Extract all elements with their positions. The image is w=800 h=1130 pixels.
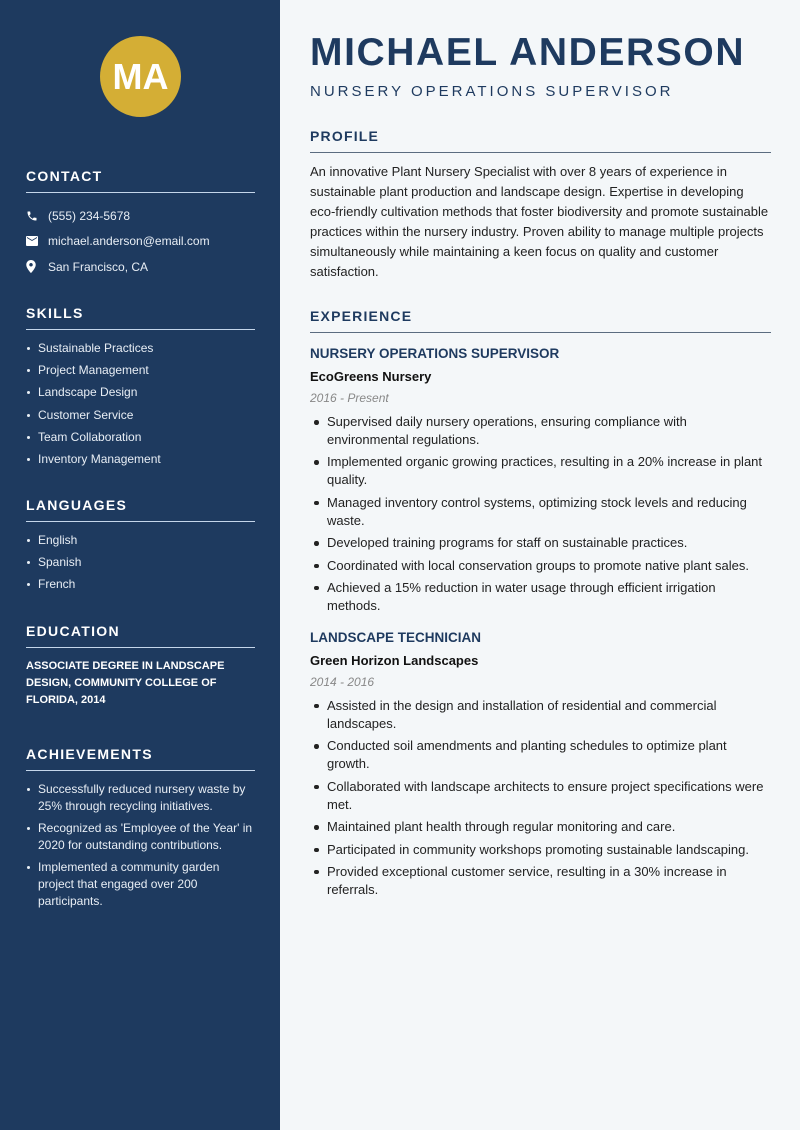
job-bullets xyxy=(310,413,771,615)
skill-item: Project Management xyxy=(26,362,255,379)
language-item: English xyxy=(26,532,255,549)
location-text: San Francisco, CA xyxy=(48,259,149,274)
skill-item: Landscape Design xyxy=(26,384,255,401)
job-bullet: Collaborated with landscape architects to ensure project specifications were met. xyxy=(310,778,771,814)
sidebar xyxy=(0,0,280,1130)
education-entry: ASSOCIATE DEGREE IN LANDSCAPE DESIGN, COMMUNITY COLLEGE OF FLORIDA, 2014 xyxy=(26,660,225,706)
job-company: Green Horizon Landscapes xyxy=(310,652,479,668)
languages-section xyxy=(26,497,255,599)
job-bullet: Assisted in the design and installation of residential and commercial landscapes. xyxy=(310,697,771,733)
skills-section xyxy=(26,305,255,473)
phone-text: (555) 234-5678 xyxy=(48,208,131,223)
education-section xyxy=(26,623,255,709)
language-item: Spanish xyxy=(26,554,255,571)
education-heading: EDUCATION xyxy=(26,623,255,648)
candidate-title: NURSERY OPERATIONS SUPERVISOR xyxy=(310,83,674,100)
job-bullet: Participated in community workshops promoting sustainable landscaping. xyxy=(310,841,771,859)
email-text: michael.anderson@email.com xyxy=(48,234,210,249)
job-bullet: Coordinated with local conservation groups to promote native plant sales. xyxy=(310,557,771,575)
job-bullet: Provided exceptional customer service, resulting in a 30% increase in referrals. xyxy=(310,863,771,899)
languages-list xyxy=(26,532,255,593)
location-pin-icon xyxy=(26,260,48,273)
skill-item: Sustainable Practices xyxy=(26,340,255,357)
avatar xyxy=(100,36,181,117)
experience-section xyxy=(310,308,771,903)
job-bullet: Maintained plant health through regular monitoring and care. xyxy=(310,818,771,836)
job-bullet: Managed inventory control systems, optimizing stock levels and reducing waste. xyxy=(310,494,771,530)
achievement-item: Successfully reduced nursery waste by 25% through recycling initiatives. xyxy=(26,781,255,815)
job-dates: 2014 - 2016 xyxy=(310,674,375,689)
job-bullet: Implemented organic growing practices, resulting in a 20% increase in plant quality. xyxy=(310,453,771,489)
job-dates: 2016 - Present xyxy=(310,391,389,405)
job-company: EcoGreens Nursery xyxy=(310,369,432,384)
job-bullet: Developed training programs for staff on sustainable practices. xyxy=(310,534,771,552)
job-title: LANDSCAPE TECHNICIAN xyxy=(310,629,482,645)
phone-icon xyxy=(26,210,48,222)
contact-section xyxy=(26,168,255,280)
job-entry xyxy=(310,629,771,899)
profile-text: An innovative Plant Nursery Specialist with over 8 years of experience in sustainable plant production and landscape design. Expertise in developing eco-friendly cultivation methods that foster biodiversity and promote sustainable practices within the nursery industry. Proven ability to manage multiple projects simultaneously while maintaining a keen focus on quality and customer satisfaction. xyxy=(310,164,769,279)
contact-email xyxy=(26,229,255,255)
skill-item: Customer Service xyxy=(26,407,255,424)
job-bullet: Supervised daily nursery operations, ensuring compliance with environmental regulations. xyxy=(310,413,771,449)
languages-heading: LANGUAGES xyxy=(26,497,255,522)
experience-heading: EXPERIENCE xyxy=(310,308,771,333)
job-entry xyxy=(310,345,771,615)
job-bullets xyxy=(310,697,771,899)
contact-heading: CONTACT xyxy=(26,168,255,193)
avatar-initials: MA xyxy=(112,55,169,97)
profile-section xyxy=(310,128,771,282)
achievements-section xyxy=(26,746,255,916)
email-icon xyxy=(26,236,48,246)
achievement-item: Implemented a community garden project that engaged over 200 participants. xyxy=(26,859,255,910)
skill-item: Team Collaboration xyxy=(26,429,255,446)
achievements-heading: ACHIEVEMENTS xyxy=(26,746,255,771)
skills-list xyxy=(26,340,255,468)
job-bullet: Conducted soil amendments and planting schedules to optimize plant growth. xyxy=(310,737,771,773)
job-title: NURSERY OPERATIONS SUPERVISOR xyxy=(310,346,560,361)
language-item: French xyxy=(26,576,255,593)
achievements-list xyxy=(26,781,255,910)
skill-item: Inventory Management xyxy=(26,451,255,468)
skills-heading: SKILLS xyxy=(26,305,255,330)
contact-location xyxy=(26,254,255,280)
profile-heading: PROFILE xyxy=(310,128,771,153)
candidate-name: MICHAEL ANDERSON xyxy=(310,31,746,74)
contact-phone xyxy=(26,203,255,229)
achievement-item: Recognized as 'Employee of the Year' in 2020 for outstanding contributions. xyxy=(26,820,255,854)
job-bullet: Achieved a 15% reduction in water usage through efficient irrigation methods. xyxy=(310,579,771,615)
contact-list xyxy=(26,203,255,280)
